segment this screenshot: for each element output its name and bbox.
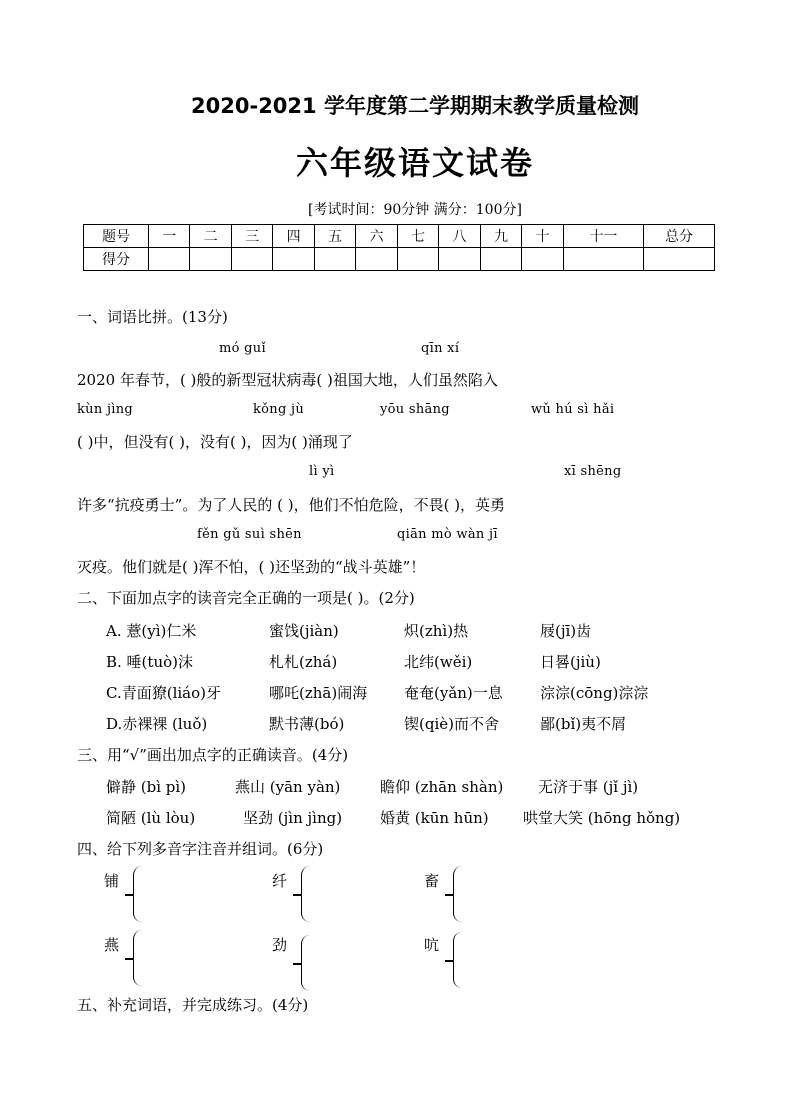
q5-heading: 五、补充词语，并完成练习。(4分): [77, 996, 309, 1014]
q3-item: 坚劲 (jìn jìng): [243, 809, 343, 827]
score-cell[interactable]: [356, 248, 397, 271]
q3-item: 瞻仰 (zhān shàn): [380, 778, 504, 796]
q2-option: 默书薄(bó): [269, 715, 345, 733]
q2-option: 哪吒(zhā)闹海: [269, 684, 368, 702]
q2-option: 日晷(jiù): [540, 653, 601, 671]
score-table: [83, 224, 715, 271]
q1-text-line: 许多“抗疫勇士”。为了人民的 ( )，他们不怕危险，不畏( )，英勇: [77, 496, 506, 514]
q2-option: A. 薏(yì)仁米: [106, 622, 197, 640]
q3-item: 婚黄 (kūn hūn): [380, 809, 489, 827]
paper-title: 六年级语文试卷: [295, 144, 534, 182]
score-cell[interactable]: [190, 248, 231, 271]
pinyin-hint: qiān mò wàn jī: [397, 527, 498, 542]
table-cell: 总分: [644, 225, 715, 248]
table-cell: 十: [522, 225, 563, 248]
q2-option: 北纬(wěi): [404, 653, 473, 671]
table-cell: 四: [273, 225, 314, 248]
table-cell: 十一: [563, 225, 643, 248]
table-row: [84, 225, 715, 248]
table-cell: 七: [397, 225, 438, 248]
q1-text-line: 2020 年春节，( )般的新型冠状病毒( )祖国大地，人们虽然陷入: [77, 371, 498, 389]
score-cell[interactable]: [439, 248, 480, 271]
brace-icon: [133, 866, 142, 922]
q1-text-line: ( )中，但没有( )，没有( )，因为( )涌现了: [77, 433, 353, 451]
polyphone-char: 燕: [104, 936, 120, 954]
q2-option: 鄙(bǐ)夷不屑: [540, 715, 627, 733]
polyphone-char: 劲: [272, 936, 288, 954]
table-cell: 八: [439, 225, 480, 248]
q2-option: 淙淙(cōng)淙淙: [540, 684, 649, 702]
score-cell[interactable]: [314, 248, 355, 271]
table-cell: 三: [231, 225, 272, 248]
pinyin-hint: mó guǐ: [219, 341, 266, 356]
exam-period-title: 2020-2021 学年度第二学期期末教学质量检测: [191, 94, 639, 118]
pinyin-hint: xī shēng: [564, 464, 622, 479]
q3-item: 无济于事 (jǐ jì): [538, 778, 639, 796]
score-cell[interactable]: [397, 248, 438, 271]
pinyin-hint: yōu shāng: [380, 402, 450, 417]
q3-heading: 三、用“√”画出加点字的正确读音。(4分): [77, 746, 349, 764]
pinyin-hint: wǔ hú sì hǎi: [531, 402, 615, 417]
pinyin-hint: kǒng jù: [253, 402, 305, 417]
q2-option: 札札(zhá): [269, 653, 338, 671]
pinyin-hint: qīn xí: [421, 341, 460, 356]
pinyin-hint: fěn gǔ suì shēn: [197, 527, 302, 542]
table-cell: 一: [149, 225, 190, 248]
q3-item: 僻静 (bì pì): [106, 778, 187, 796]
polyphone-char: 纤: [272, 872, 288, 890]
polyphone-char: 铺: [104, 872, 120, 890]
q3-item: 哄堂大笑 (hōng hǒng): [523, 809, 681, 827]
pinyin-hint: lì yì: [309, 464, 335, 479]
brace-icon: [301, 866, 310, 922]
q3-item: 简陋 (lù lòu): [106, 809, 196, 827]
q2-heading: 二、下面加点字的读音完全正确的一项是( )。(2分): [77, 589, 415, 607]
brace-icon: [453, 932, 462, 988]
table-cell: 题号: [84, 225, 149, 248]
table-cell: 六: [356, 225, 397, 248]
q3-item: 燕山 (yān yàn): [235, 778, 341, 796]
q2-option: B. 唾(tuò)沫: [106, 653, 193, 671]
q1-text-line: 灭疫。他们就是( )浑不怕，( )还坚劲的“战斗英雄”！: [77, 558, 426, 576]
q2-option: 锲(qiè)而不舍: [404, 715, 499, 733]
brace-icon: [453, 866, 462, 922]
score-cell[interactable]: [231, 248, 272, 271]
table-cell: 得分: [84, 248, 149, 271]
q2-option: C.青面獠(liáo)牙: [106, 684, 221, 702]
brace-icon: [133, 930, 142, 986]
q4-heading: 四、给下列多音字注音并组词。(6分): [77, 840, 324, 858]
q2-option: D.赤裸裸 (luǒ): [106, 715, 208, 733]
exam-info: [考试时间：90分钟 满分：100分]: [308, 202, 522, 218]
score-cell[interactable]: [563, 248, 643, 271]
q2-option: 炽(zhì)热: [404, 622, 469, 640]
brace-icon: [301, 935, 310, 991]
score-cell[interactable]: [273, 248, 314, 271]
table-cell: 九: [480, 225, 521, 248]
table-cell: 二: [190, 225, 231, 248]
q2-option: 屐(jī)齿: [540, 622, 592, 640]
table-row: [84, 248, 715, 271]
pinyin-hint: kùn jìng: [77, 402, 134, 417]
score-cell[interactable]: [644, 248, 715, 271]
q2-option: 奄奄(yǎn)一息: [404, 684, 503, 702]
score-cell[interactable]: [522, 248, 563, 271]
table-cell: 五: [314, 225, 355, 248]
polyphone-char: 畜: [424, 872, 440, 890]
q2-option: 蜜饯(jiàn): [269, 622, 339, 640]
polyphone-char: 吭: [424, 936, 440, 954]
score-cell[interactable]: [149, 248, 190, 271]
q1-heading: 一、词语比拼。(13分): [77, 308, 228, 326]
score-cell[interactable]: [480, 248, 521, 271]
